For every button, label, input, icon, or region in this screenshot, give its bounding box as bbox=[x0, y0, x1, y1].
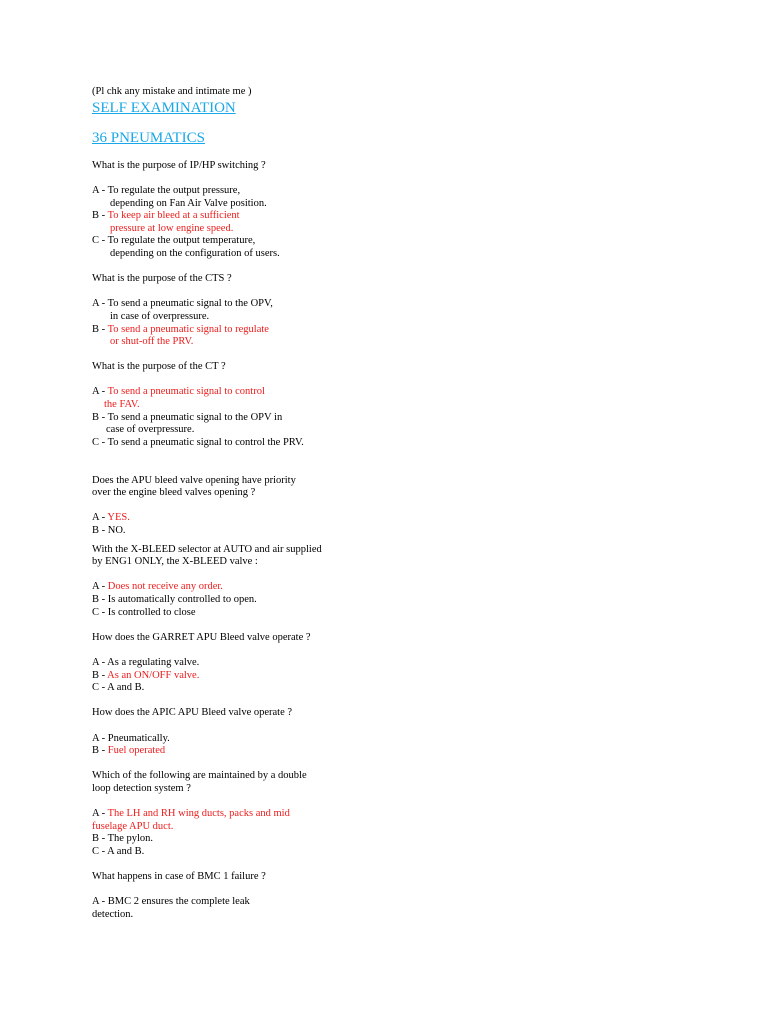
answer-option-a-correct: A - The LH and RH wing ducts, packs and mid bbox=[92, 808, 290, 820]
answer-option-b-correct: B - To keep air bleed at a sufficient bbox=[92, 210, 240, 222]
question-text: What happens in case of BMC 1 failure ? bbox=[92, 871, 266, 883]
document-page bbox=[92, 86, 732, 921]
question-text: What is the purpose of IP/HP switching ? bbox=[92, 159, 266, 171]
answer-option-a-cont: depending on Fan Air Valve position. bbox=[110, 197, 267, 209]
question-text: Does the APU bleed valve opening have priority bbox=[92, 474, 296, 486]
section-title: 36 PNEUMATICS bbox=[92, 130, 205, 147]
question-text: With the X-BLEED selector at AUTO and air supplied bbox=[92, 543, 322, 555]
answer-option-b: B - NO. bbox=[92, 525, 126, 536]
answer-option-a-correct: A - Does not receive any order. bbox=[92, 581, 223, 593]
question-text-cont: over the engine bleed valves opening ? bbox=[92, 487, 256, 499]
question-1 bbox=[92, 160, 732, 261]
question-3 bbox=[92, 361, 732, 449]
answer-option-c: C - A and B. bbox=[92, 682, 145, 694]
question-6 bbox=[92, 632, 732, 695]
answer-option-a-correct: A - YES. bbox=[92, 512, 130, 524]
question-text: Which of the following are maintained by a double bbox=[92, 770, 307, 782]
question-7 bbox=[92, 707, 732, 757]
answer-option-a-cont: in case of overpressure. bbox=[110, 310, 210, 322]
question-text: How does the APIC APU Bleed valve operate ? bbox=[92, 707, 293, 719]
document-title: SELF EXAMINATION bbox=[92, 99, 236, 116]
answer-option-a: A - To regulate the output pressure, bbox=[92, 184, 241, 196]
answer-option-a-cont: fuselage APU duct. bbox=[92, 820, 174, 832]
answer-option-c: C - A and B. bbox=[92, 845, 145, 857]
answer-option-b: B - The pylon. bbox=[92, 833, 154, 845]
author-note: (Pl chk any mistake and intimate me ) bbox=[92, 86, 252, 97]
answer-option-b: B - Is automatically controlled to open. bbox=[92, 593, 257, 605]
answer-option-b: B - To send a pneumatic signal to the OPV in bbox=[92, 411, 283, 423]
answer-option-a: A - Pneumatically. bbox=[92, 732, 170, 744]
answer-option-b-correct: B - Fuel operated bbox=[92, 745, 166, 757]
answer-option-c-cont: depending on the configuration of users. bbox=[110, 247, 280, 259]
question-text: What is the purpose of the CT ? bbox=[92, 361, 226, 373]
answer-option-c: C - Is controlled to close bbox=[92, 606, 196, 618]
answer-option-a: A - To send a pneumatic signal to the OPV, bbox=[92, 298, 273, 310]
question-4 bbox=[92, 475, 732, 538]
question-8 bbox=[92, 770, 732, 858]
answer-option-c: C - To send a pneumatic signal to control the PRV. bbox=[92, 436, 304, 448]
question-text-cont: loop detection system ? bbox=[92, 782, 191, 794]
question-2 bbox=[92, 273, 732, 349]
question-text: How does the GARRET APU Bleed valve operate ? bbox=[92, 631, 311, 643]
question-text: What is the purpose of the CTS ? bbox=[92, 273, 232, 285]
answer-option-b-cont: case of overpressure. bbox=[106, 424, 195, 436]
answer-option-a: A - As a regulating valve. bbox=[92, 656, 200, 668]
answer-option-a: A - BMC 2 ensures the complete leak bbox=[92, 896, 250, 908]
answer-option-b-cont: or shut-off the PRV. bbox=[110, 336, 194, 348]
question-9 bbox=[92, 871, 732, 921]
answer-option-a-cont: the FAV. bbox=[104, 399, 140, 411]
answer-option-b-correct: B - To send a pneumatic signal to regulate bbox=[92, 323, 269, 335]
question-text-cont: by ENG1 ONLY, the X-BLEED valve : bbox=[92, 556, 258, 568]
answer-option-b-correct: B - As an ON/OFF valve. bbox=[92, 669, 200, 681]
answer-option-a-correct: A - To send a pneumatic signal to control bbox=[92, 386, 265, 398]
answer-option-c: C - To regulate the output temperature, bbox=[92, 235, 256, 247]
question-5 bbox=[92, 544, 732, 620]
answer-option-a-cont: detection. bbox=[92, 908, 134, 920]
answer-option-b-cont: pressure at low engine speed. bbox=[110, 222, 234, 234]
